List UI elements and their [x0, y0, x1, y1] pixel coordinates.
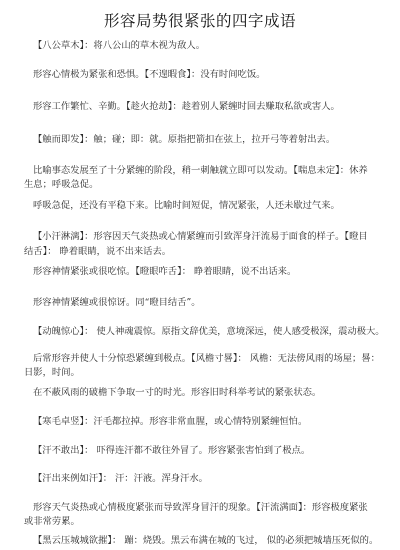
- text-line: 日影，时间。: [24, 367, 80, 378]
- text-line: 结舌】： 睁着眼睛，说不出来话去。: [24, 246, 172, 257]
- text-line: 【汗不敢出】： 吓得连汗都不敢往外冒了。形容紧张害怕到了极点。: [33, 445, 311, 456]
- text-line: 【动魄惊心】： 使人神魂震惊。原指文辞优美，意境深远，使人感受极深，震动极大。: [33, 326, 385, 337]
- text-line: 【汗出来例如汗】： 汗：汗液。浑身汗水。: [33, 473, 208, 484]
- text-line: 后常形容并使人十分惊恐紧缠到极点。【风檐寸晷】： 风檐：无法傍风雨的场屋；晷：: [33, 353, 380, 364]
- page-title: 形容局势很紧张的四字成语: [103, 12, 296, 30]
- text-line: 【寒毛卓竖】：汗毛都拉掉。形容非常血腥，或心情特别紧缠恒怕。: [33, 416, 308, 427]
- text-line: 形容神情紧张或很吃惊。【瞪眼咋舌】： 睁着眼睛，说不出话来。: [33, 266, 297, 277]
- text-line: 生息；呼吸急促。: [24, 179, 99, 190]
- text-line: 【触而即发】：触；碰；即：就。原指把箭扣在弦上，拉开弓等着射出去。: [33, 134, 336, 145]
- text-line: 【八公草木】：将八公山的草木视为敌人。: [33, 40, 205, 51]
- text-line: 或非常劳累。: [24, 516, 80, 527]
- text-line: 形容神情紧缠或很惊讶。同“瞪目结舌”。: [33, 297, 201, 308]
- text-line: 呼吸急促，还没有平稳下来。比喻时间短促，情况紧张，人还未歇过气来。: [33, 200, 340, 211]
- text-line: 形容工作繁忙、辛勤。【趁火抢劫】：趁着别人紧缠时回去赚取私欲或害人。: [33, 101, 340, 112]
- text-line: 在不蔽风雨的破檐下争取一寸的时光。形容旧时科举考试的紧张状态。: [33, 387, 322, 398]
- text-line: 【黑云压城城欲摧】： 蹦：烧毁。黑云布满在城的飞过， 似的必须把城墙压死似的。: [33, 535, 379, 546]
- text-line: 【小汗淋漓】：形容因天气炎热或心情紧缠而引致浑身汗流易于面食的样子。【瞪目: [33, 231, 368, 242]
- text-line: 形容心情极为紧张和恐惧。【不遑暇食】：没有时间吃饭。: [33, 69, 266, 80]
- text-line: 形容天气炎热或心情极度紧张而导致浑身冒汗的现象。【汗流满面】：形容极度紧张: [33, 502, 368, 513]
- text-line: 比喻事态发展至了十分紧缠的阶段，稍一刺触就立即可以发动。【喘息未定】：休养: [33, 165, 368, 176]
